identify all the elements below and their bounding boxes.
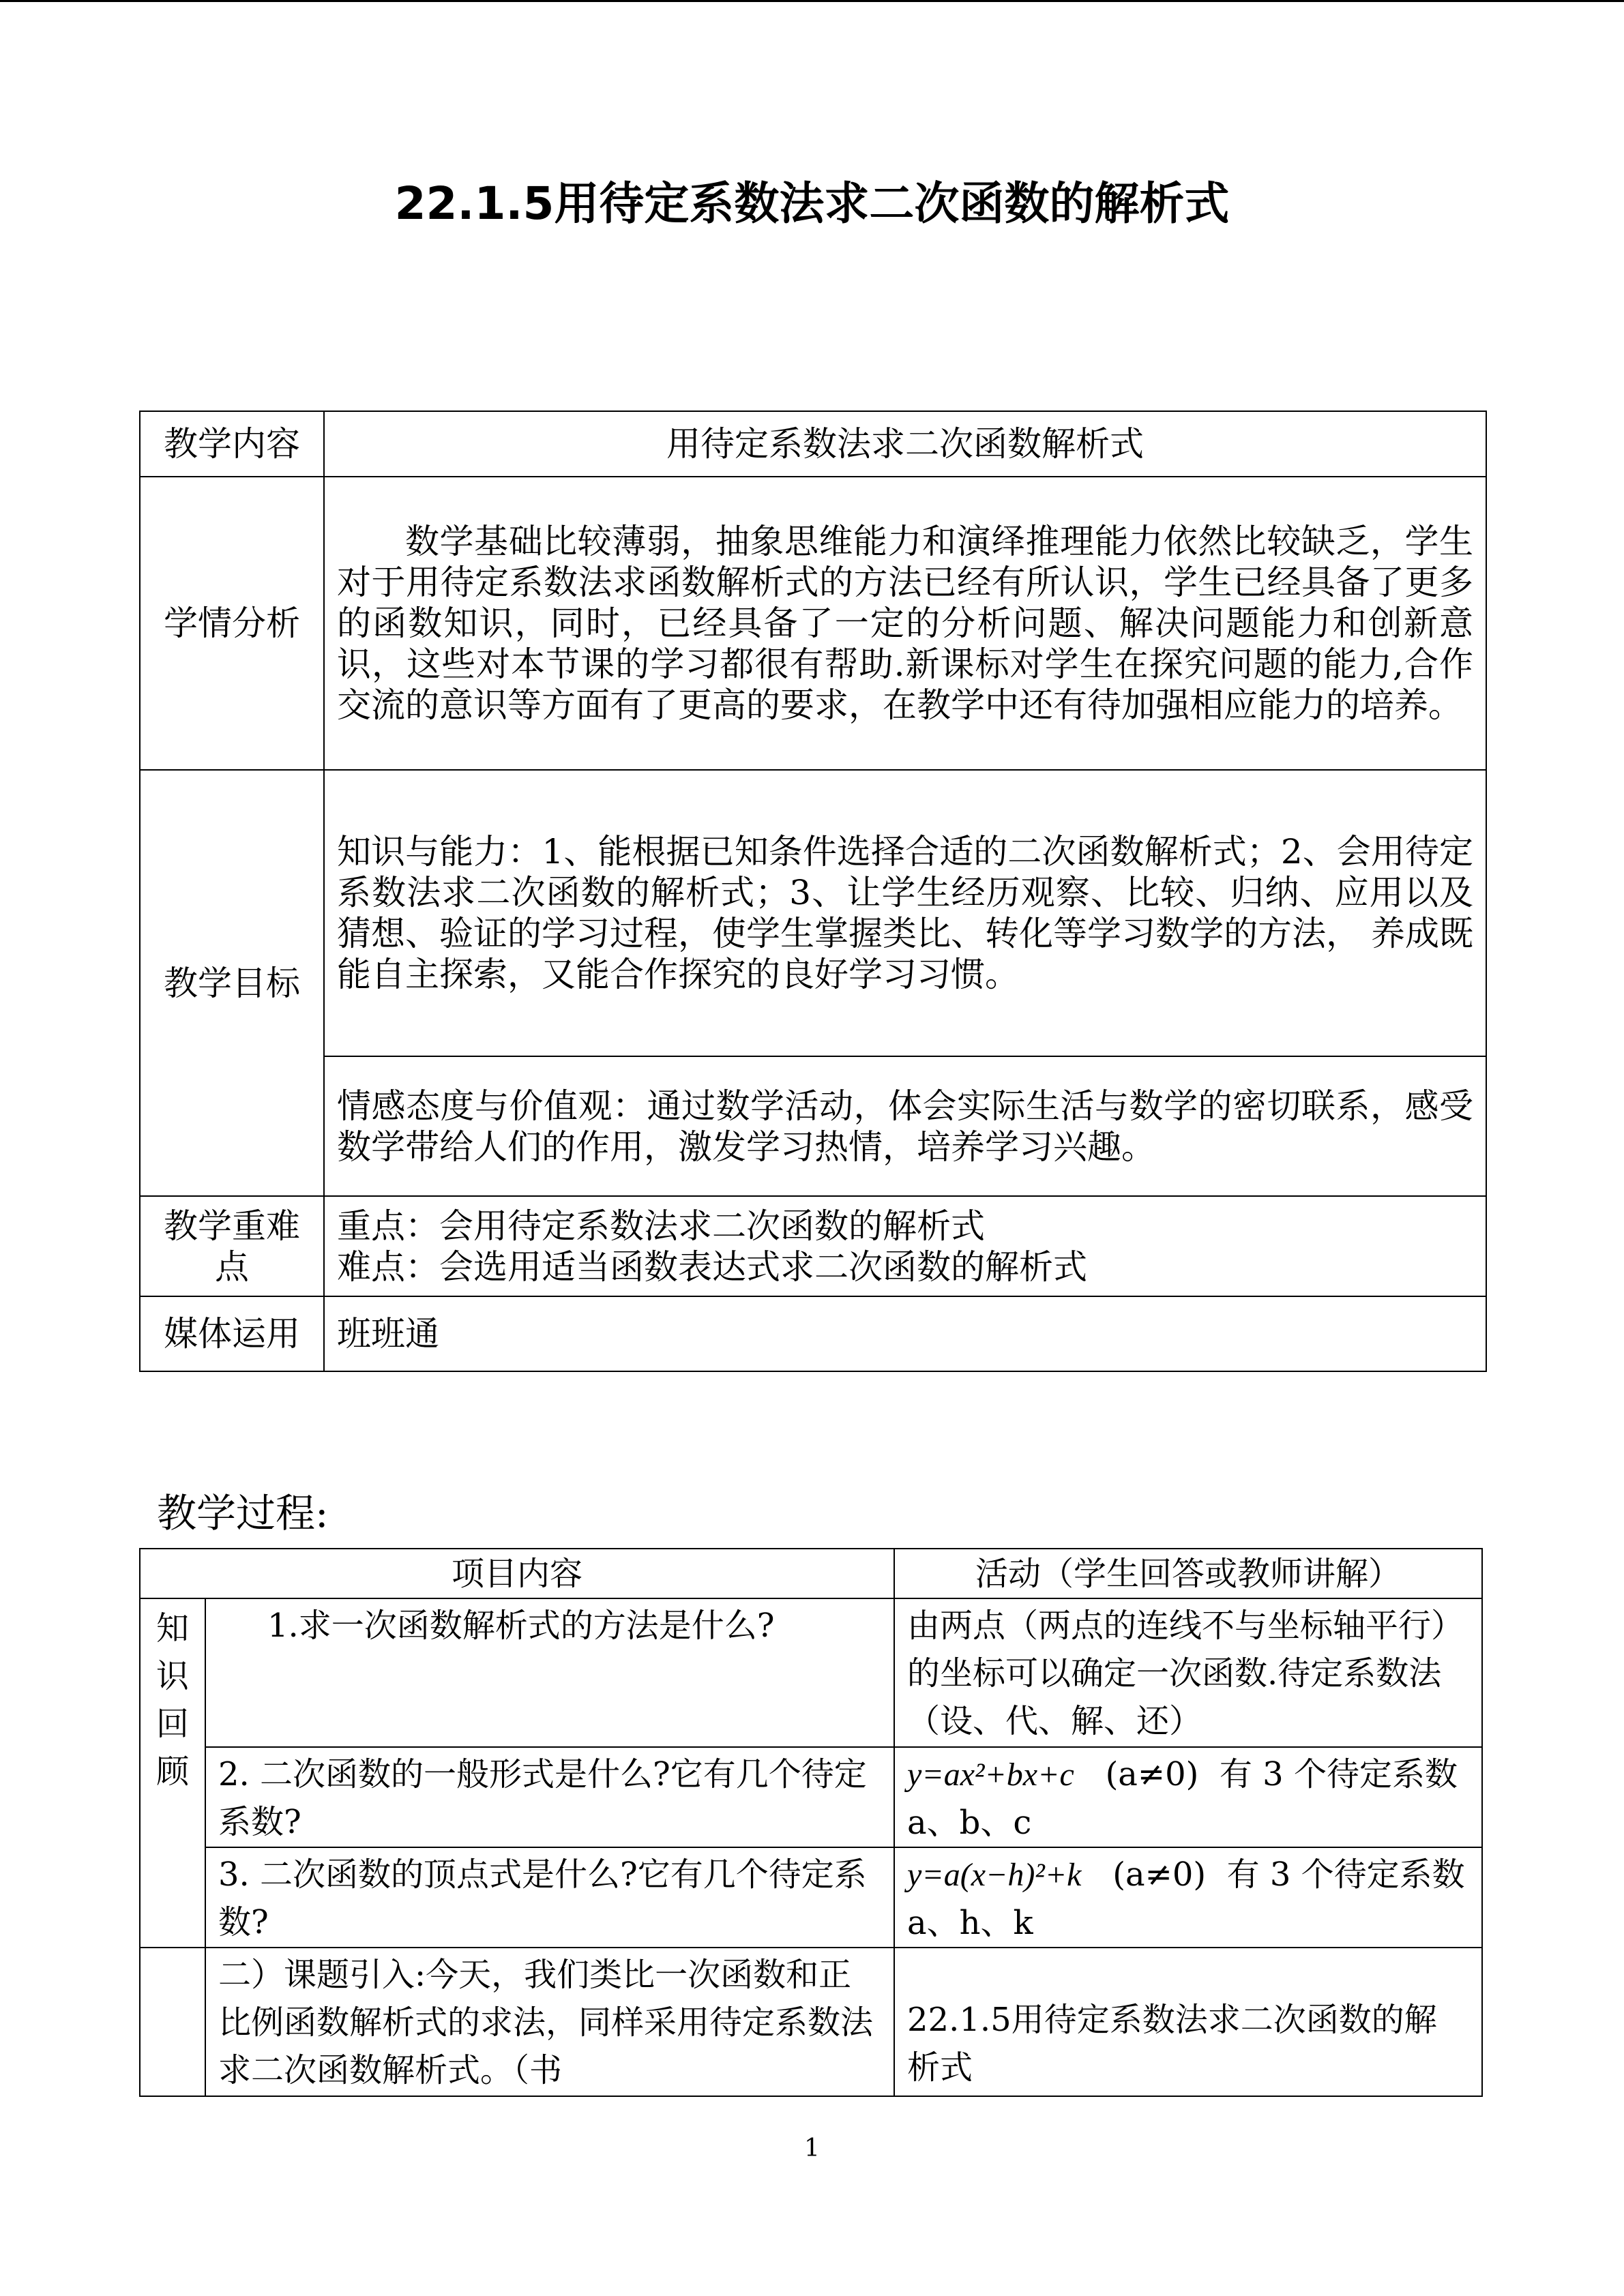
- header-content: 项目内容: [140, 1549, 894, 1598]
- general-form-text: 有 3 个待定系数 a、b、c: [907, 1755, 1458, 1842]
- goals-emotion: 情感态度与价值观：通过数学活动，体会实际生活与数学的密切联系，感受数学带给人们的作用，激发学习热情，培养学习兴趣。: [324, 1056, 1486, 1196]
- goals-knowledge: 知识与能力：1、能根据已知条件选择合适的二次函数解析式；2、会用待定系数法求二次函数的解析式；3、让学生经历观察、比较、归纳、应用以及猜想、验证的学习过程，使学生掌握类比、转化等学习数学的方法， 养成既能自主探索，又能合作探究的良好学习习惯。: [324, 770, 1486, 1056]
- goals-emotion-row: [140, 1056, 1486, 1196]
- process-section-label: 教学过程:: [157, 1490, 329, 1536]
- review-label: [140, 1598, 205, 1948]
- difficult-point: 难点：会选用适当函数表达式求二次函数的解析式: [337, 1247, 1087, 1287]
- page-title: 22.1.5用待定系数法求二次函数的解析式: [394, 177, 1230, 230]
- vertex-form-condition: (a≠0): [1112, 1855, 1207, 1894]
- review-answer-2: [894, 1747, 1482, 1847]
- media-value: 班班通: [324, 1296, 1486, 1371]
- top-border-line: [0, 0, 1624, 2]
- key-points: [324, 1196, 1486, 1296]
- intro-empty-cell: [140, 1948, 205, 2096]
- page-number: 1: [804, 2134, 820, 2162]
- review-question-1: 1.求一次函数解析式的方法是什么?: [205, 1598, 894, 1747]
- analysis-text: 数学基础比较薄弱，抽象思维能力和演绎推理能力依然比较缺乏，学生对于用待定系数法求函数解析式的方法已经有所认识，学生已经具备了更多的函数知识，同时，已经具备了一定的分析问题、解决问题能力和创新意识，这些对本节课的学习都很有帮助.新课标对学生在探究问题的能力,合作交流的意识等方面有了更高的要求，在教学中还有待加强相应能力的培养。: [324, 477, 1486, 770]
- media-label: 媒体运用: [140, 1296, 324, 1371]
- review-row-3: [140, 1847, 1482, 1948]
- intro-text: 二）课题引入:今天，我们类比一次函数和正比例函数解析式的求法，同样采用待定系数法求二次函数解析式。（书: [205, 1948, 894, 2096]
- process-table: [139, 1548, 1483, 2097]
- goals-label: 教学目标: [140, 770, 324, 1196]
- content-label: 教学内容: [140, 411, 324, 477]
- media-row: [140, 1296, 1486, 1371]
- content-row: [140, 411, 1486, 477]
- key-label-text: 教学重难点: [164, 1206, 300, 1287]
- content-value: 用待定系数法求二次函数解析式: [324, 411, 1486, 477]
- analysis-label: 学情分析: [140, 477, 324, 770]
- key-row: [140, 1196, 1486, 1296]
- analysis-row: [140, 477, 1486, 770]
- process-header-row: [140, 1549, 1482, 1598]
- intro-answer: 22.1.5用待定系数法求二次函数的解析式: [894, 1948, 1482, 2096]
- review-answer-1: 由两点（两点的连线不与坐标轴平行）的坐标可以确定一次函数.待定系数法（设、代、解、还）: [894, 1598, 1482, 1747]
- goals-row: [140, 770, 1486, 1056]
- review-answer-3: [894, 1847, 1482, 1948]
- key-point: 重点：会用待定系数法求二次函数的解析式: [337, 1206, 985, 1246]
- vertex-form-text: 有 3 个待定系数 a、h、k: [907, 1855, 1465, 1942]
- intro-row: [140, 1948, 1482, 2096]
- lesson-info-table: [139, 411, 1487, 1372]
- review-question-3: 3. 二次函数的顶点式是什么?它有几个待定系数?: [205, 1847, 894, 1948]
- review-row-1: [140, 1598, 1482, 1747]
- general-form-condition: (a≠0): [1105, 1755, 1199, 1793]
- review-row-2: [140, 1747, 1482, 1847]
- key-label: [140, 1196, 324, 1296]
- vertex-form-formula: y=a(x−h)²+k: [907, 1857, 1082, 1893]
- review-label-text: 知识回顾: [156, 1609, 190, 1791]
- general-form-formula: y=ax²+bx+c: [907, 1757, 1074, 1793]
- header-activity: 活动（学生回答或教师讲解）: [894, 1549, 1482, 1598]
- review-question-2: 2. 二次函数的一般形式是什么?它有几个待定系数?: [205, 1747, 894, 1847]
